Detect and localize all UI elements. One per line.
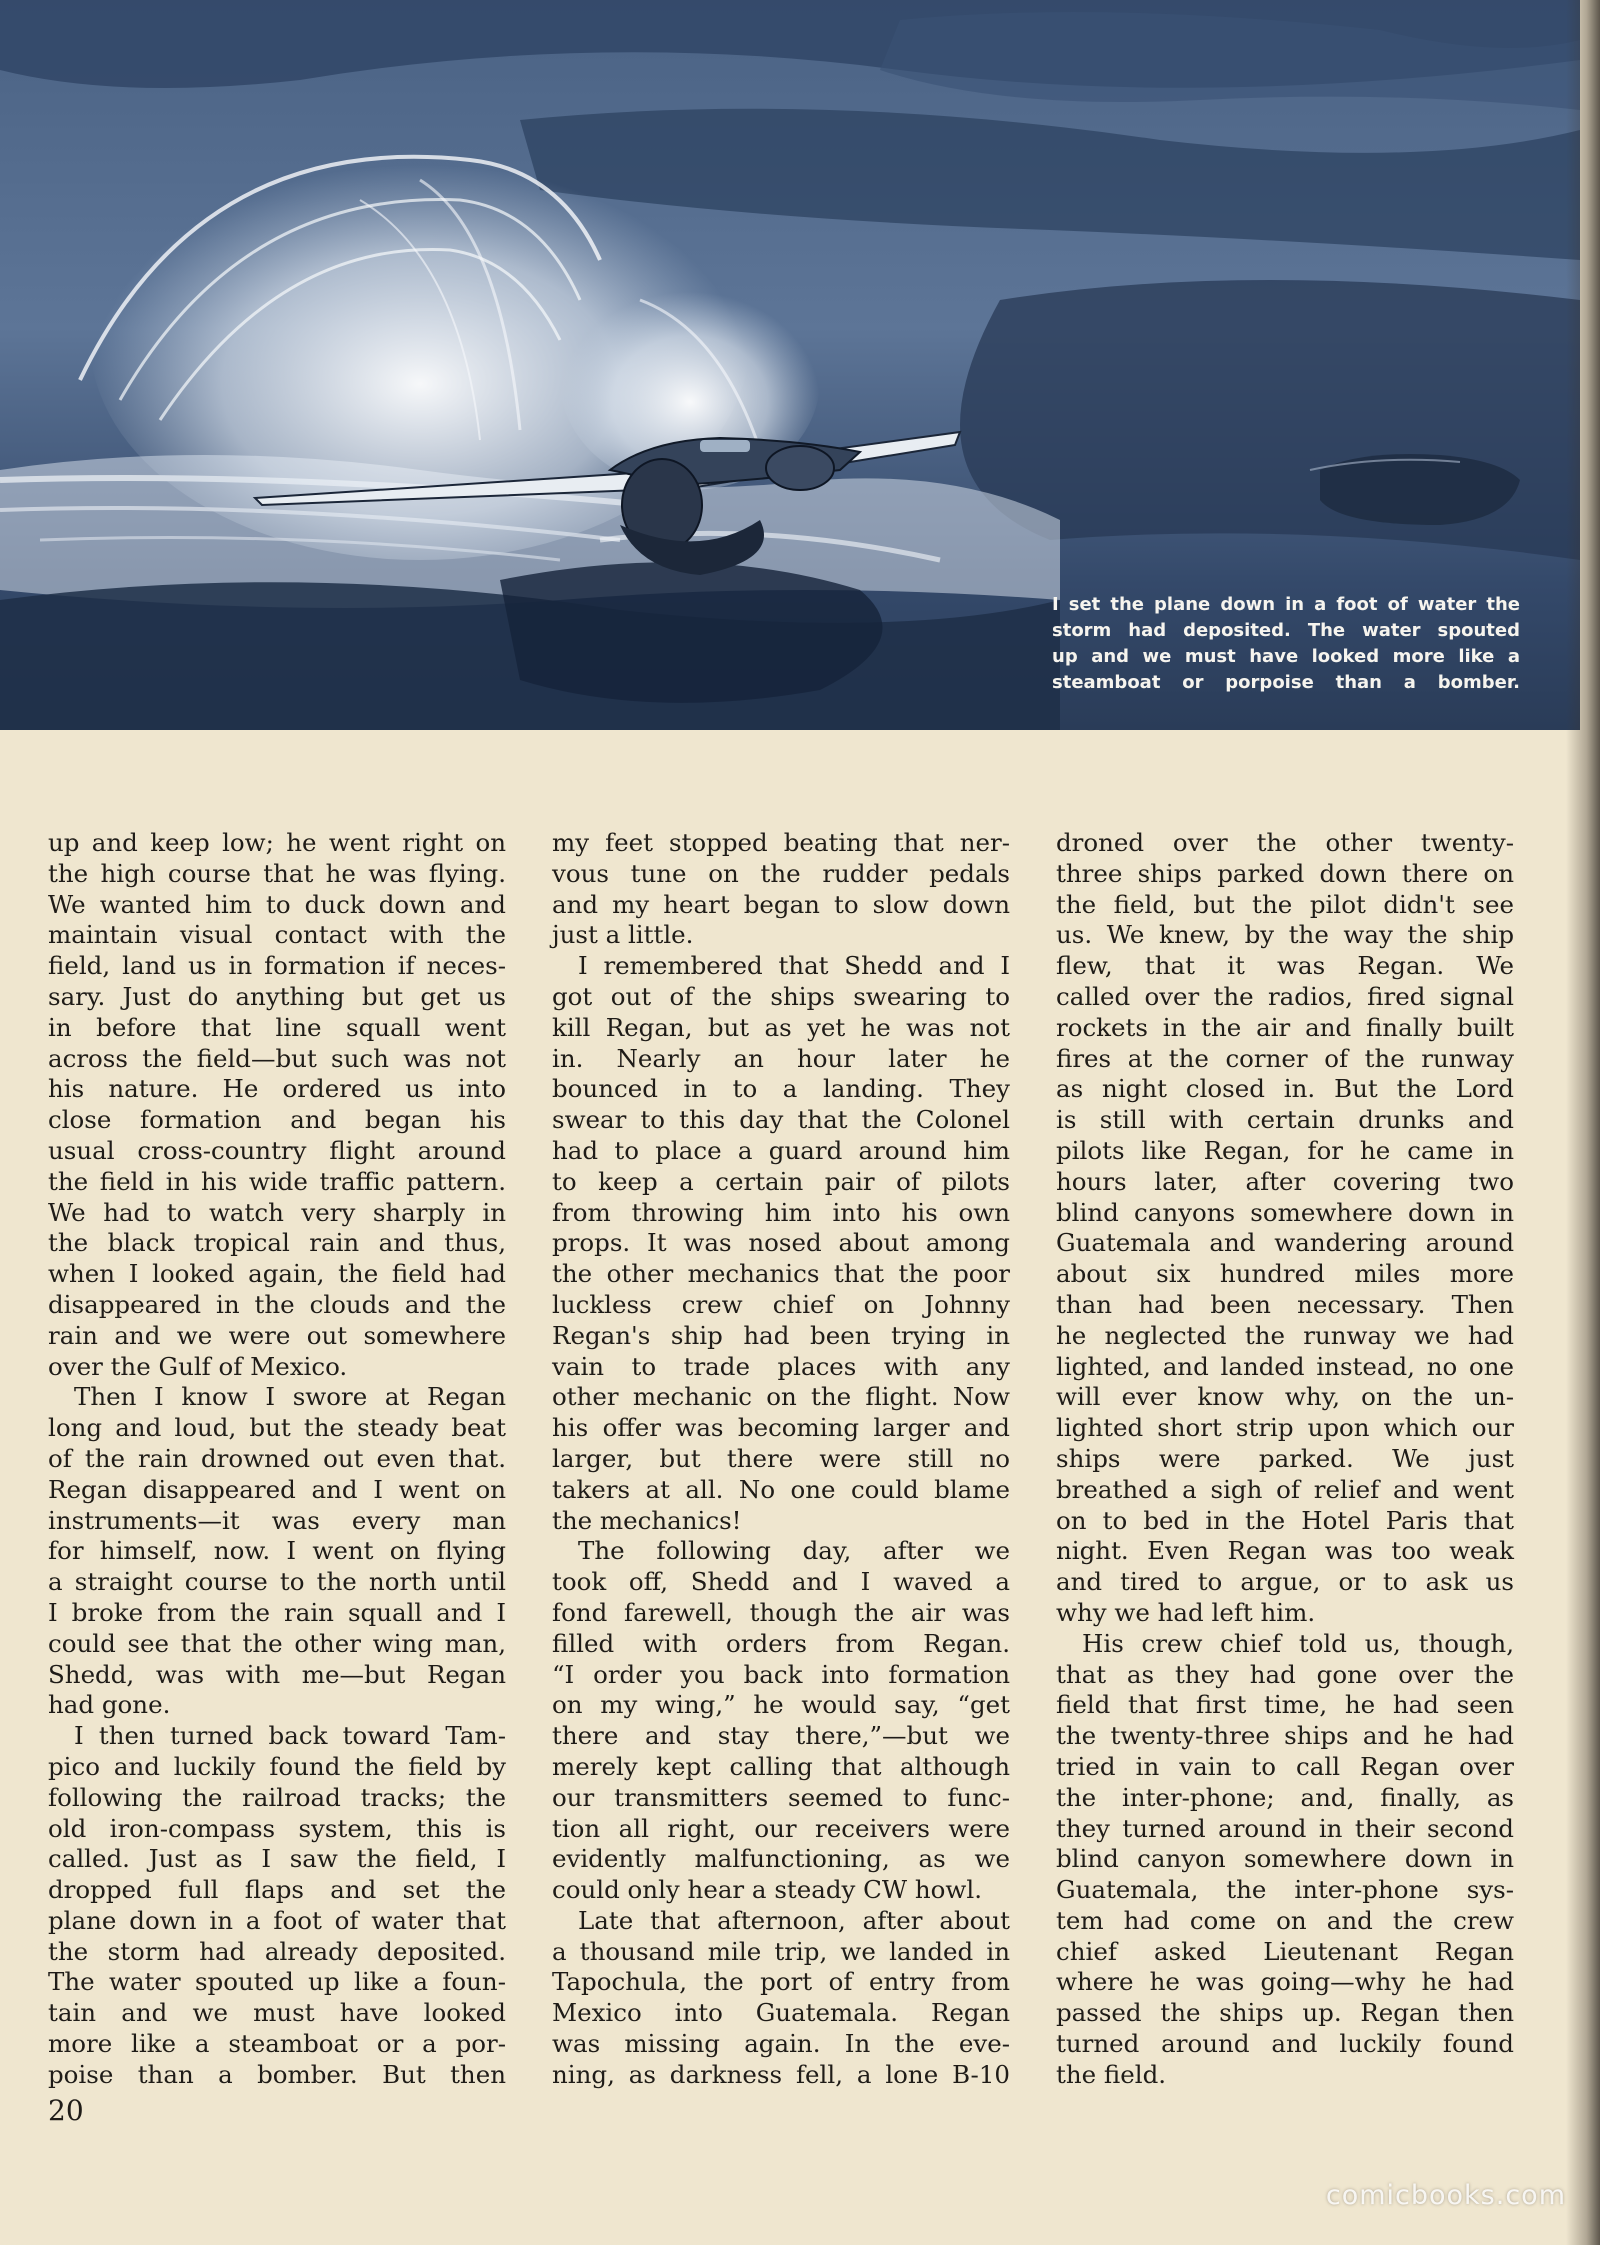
text-line: Guatemala and wandering around — [1056, 1228, 1514, 1258]
text-line: plane down in a foot of water that — [48, 1905, 506, 1935]
text-line: luckless crew chief on Johnny — [552, 1289, 1010, 1319]
text-line: for himself, now. I went on flying — [48, 1536, 506, 1566]
text-column-3 — [1056, 828, 1514, 2091]
text-line: field that first time, he had seen — [1056, 1690, 1514, 1720]
text-line: from throwing him into his own — [552, 1197, 1010, 1227]
text-line: the field. — [1056, 2059, 1167, 2089]
text-line: larger, but there were still no — [552, 1443, 1010, 1473]
text-line: breathed a sigh of relief and went — [1056, 1474, 1514, 1504]
text-line: flew, that it was Regan. We — [1056, 951, 1514, 981]
text-line: Late that afternoon, after about — [578, 1905, 1010, 1935]
text-line: called. Just as I saw the field, I — [48, 1844, 506, 1874]
text-line: field, land us in formation if neces- — [48, 951, 506, 981]
text-line: filled with orders from Regan. — [552, 1628, 1010, 1658]
caption-line: up and we must have looked more like a — [1052, 646, 1520, 667]
text-line: the twenty-three ships and he had — [1056, 1721, 1514, 1751]
text-line: up and keep low; he went right on — [48, 828, 506, 857]
text-line: close formation and began his — [48, 1105, 506, 1135]
text-line: merely kept calling that although — [552, 1751, 1010, 1781]
text-line: Regan's ship had been trying in — [552, 1320, 1010, 1350]
text-line: had to place a guard around him — [552, 1135, 1010, 1165]
text-line: rain and we were out somewhere — [48, 1320, 506, 1350]
text-line: takers at all. No one could blame — [552, 1474, 1010, 1504]
text-line: the field in his wide traffic pattern. — [48, 1166, 506, 1196]
text-line: I remembered that Shedd and I — [578, 951, 1010, 981]
text-line: where he was going—why he had — [1056, 1967, 1514, 1997]
text-line: is still with certain drunks and — [1056, 1105, 1514, 1135]
text-line: poise than a bomber. But then — [48, 2059, 506, 2089]
text-line: blind canyons somewhere down in — [1056, 1197, 1514, 1227]
text-line: to keep a certain pair of pilots — [552, 1166, 1010, 1196]
text-line: “I order you back into formation — [552, 1659, 1010, 1689]
text-line: called over the radios, fired signal — [1056, 981, 1514, 1011]
text-line: more like a steamboat or a por- — [48, 2029, 506, 2059]
text-line: in before that line squall went — [48, 1012, 506, 1042]
caption-line: storm had deposited. The water spouted — [1052, 620, 1520, 641]
text-line: the high course that he was flying. — [48, 858, 506, 888]
text-line: Shedd, was with me—but Regan — [48, 1659, 506, 1689]
text-line: could see that the other wing man, — [48, 1628, 506, 1658]
text-line: droned over the other twenty- — [1056, 828, 1514, 857]
text-line: lighted, and landed instead, no one — [1056, 1351, 1514, 1381]
text-line: pilots like Regan, for he came in — [1056, 1135, 1514, 1165]
text-line: rockets in the air and finally built — [1056, 1012, 1514, 1042]
text-line: We wanted him to duck down and — [48, 889, 506, 919]
text-line: three ships parked down there on — [1056, 858, 1514, 888]
text-line: disappeared in the clouds and the — [48, 1289, 506, 1319]
text-line: vous tune on the rudder pedals — [552, 858, 1010, 888]
text-line: got out of the ships swearing to — [552, 981, 1010, 1011]
text-line: the black tropical rain and thus, — [48, 1228, 506, 1258]
text-line: following the railroad tracks; the — [48, 1782, 506, 1812]
text-line: night. Even Regan was too weak — [1056, 1536, 1514, 1566]
caption-line: I set the plane down in a foot of water the — [1052, 594, 1520, 615]
caption-line: steamboat or porpoise than a bomber. — [1052, 672, 1520, 693]
text-line: the other mechanics that the poor — [552, 1259, 1010, 1289]
storm-landing-illustration — [0, 0, 1580, 730]
text-line: passed the ships up. Regan then — [1056, 1998, 1514, 2028]
text-line: his offer was becoming larger and — [552, 1413, 1010, 1443]
text-line: a straight course to the north until — [48, 1567, 506, 1597]
text-line: swear to this day that the Colonel — [552, 1105, 1010, 1135]
text-column-1 — [48, 828, 506, 2091]
text-line: and my heart began to slow down — [552, 889, 1010, 919]
text-line: his nature. He ordered us into — [48, 1074, 506, 1104]
illustration-caption — [1052, 592, 1520, 696]
text-line: Tapochula, the port of entry from — [552, 1967, 1010, 1997]
text-line: our transmitters seemed to func- — [552, 1782, 1010, 1812]
text-line: usual cross-country flight around — [48, 1135, 506, 1165]
text-line: could only hear a steady CW howl. — [552, 1875, 983, 1905]
text-line: I broke from the rain squall and I — [48, 1597, 506, 1627]
text-line: Mexico into Guatemala. Regan — [552, 1998, 1010, 2028]
text-line: maintain visual contact with the — [48, 920, 506, 950]
page-gutter-shadow — [1566, 0, 1600, 2245]
text-line: why we had left him. — [1056, 1597, 1316, 1627]
text-line: blind canyon somewhere down in — [1056, 1844, 1514, 1874]
text-line: kill Regan, but as yet he was not — [552, 1012, 1010, 1042]
text-line: evidently malfunctioning, as we — [552, 1844, 1010, 1874]
text-line: the storm had already deposited. — [48, 1936, 506, 1966]
text-line: props. It was nosed about among — [552, 1228, 1010, 1258]
text-line: my feet stopped beating that ner- — [552, 828, 1010, 857]
text-line: Guatemala, the inter-phone sys- — [1056, 1875, 1514, 1905]
text-line: old iron-compass system, this is — [48, 1813, 506, 1843]
text-line: will ever know why, on the un- — [1056, 1382, 1514, 1412]
text-line: than had been necessary. Then — [1056, 1289, 1514, 1319]
text-line: tain and we must have looked — [48, 1998, 506, 2028]
page-number: 20 — [48, 2094, 84, 2127]
text-line: His crew chief told us, though, — [1082, 1628, 1514, 1658]
text-line: sary. Just do anything but get us — [48, 981, 506, 1011]
text-line: tem had come on and the crew — [1056, 1905, 1514, 1935]
text-line: he neglected the runway we had — [1056, 1320, 1514, 1350]
text-line: on my wing,” he would say, “get — [552, 1690, 1010, 1720]
text-line: as night closed in. But the Lord — [1056, 1074, 1514, 1104]
text-line: the mechanics! — [552, 1505, 742, 1535]
text-line: in. Nearly an hour later he — [552, 1043, 1010, 1073]
text-line: hours later, after covering two — [1056, 1166, 1514, 1196]
text-line: on to bed in the Hotel Paris that — [1056, 1505, 1514, 1535]
text-line: chief asked Lieutenant Regan — [1056, 1936, 1514, 1966]
text-line: turned around and luckily found — [1056, 2029, 1514, 2059]
text-line: fond farewell, though the air was — [552, 1597, 1010, 1627]
text-line: ships were parked. We just — [1056, 1443, 1514, 1473]
text-line: fires at the corner of the runway — [1056, 1043, 1514, 1073]
text-line: about six hundred miles more — [1056, 1259, 1514, 1289]
text-line: of the rain drowned out even that. — [48, 1443, 506, 1473]
text-line: there and stay there,”—but we — [552, 1721, 1010, 1751]
text-line: when I looked again, the field had — [48, 1259, 506, 1289]
text-line: pico and luckily found the field by — [48, 1751, 506, 1781]
text-line: tion all right, our receivers were — [552, 1813, 1010, 1843]
text-line: just a little. — [552, 920, 694, 950]
text-line: We had to watch very sharply in — [48, 1197, 506, 1227]
text-line: Regan disappeared and I went on — [48, 1474, 506, 1504]
text-line: that as they had gone over the — [1056, 1659, 1514, 1689]
text-line: the field, but the pilot didn't see — [1056, 889, 1514, 919]
text-line: had gone. — [48, 1690, 171, 1720]
site-watermark: comicbooks.com — [1325, 2180, 1566, 2211]
text-line: instruments—it was every man — [48, 1505, 506, 1535]
text-line: and tired to argue, or to ask us — [1056, 1567, 1514, 1597]
text-line: took off, Shedd and I waved a — [552, 1567, 1010, 1597]
text-line: bounced in to a landing. They — [552, 1074, 1010, 1104]
text-line: dropped full flaps and set the — [48, 1875, 506, 1905]
text-line: lighted short strip upon which our — [1056, 1413, 1514, 1443]
text-line: The water spouted up like a foun- — [48, 1967, 506, 1997]
text-line: Then I know I swore at Regan — [74, 1382, 506, 1412]
text-line: I then turned back toward Tam- — [74, 1721, 506, 1751]
text-line: The following day, after we — [578, 1536, 1010, 1566]
text-line: they turned around in their second — [1056, 1813, 1514, 1843]
text-line: over the Gulf of Mexico. — [48, 1351, 348, 1381]
text-line: a thousand mile trip, we landed in — [552, 1936, 1010, 1966]
text-line: us. We knew, by the way the ship — [1056, 920, 1514, 950]
text-line: ning, as darkness fell, a lone B-10 — [552, 2059, 1010, 2089]
text-line: was missing again. In the eve- — [552, 2029, 1010, 2059]
text-line: vain to trade places with any — [552, 1351, 1010, 1381]
text-column-2 — [552, 828, 1010, 2091]
text-line: the inter-phone; and, finally, as — [1056, 1782, 1514, 1812]
text-line: across the field—but such was not — [48, 1043, 506, 1073]
text-line: long and loud, but the steady beat — [48, 1413, 506, 1443]
text-line: tried in vain to call Regan over — [1056, 1751, 1514, 1781]
text-line: other mechanic on the flight. Now — [552, 1382, 1010, 1412]
